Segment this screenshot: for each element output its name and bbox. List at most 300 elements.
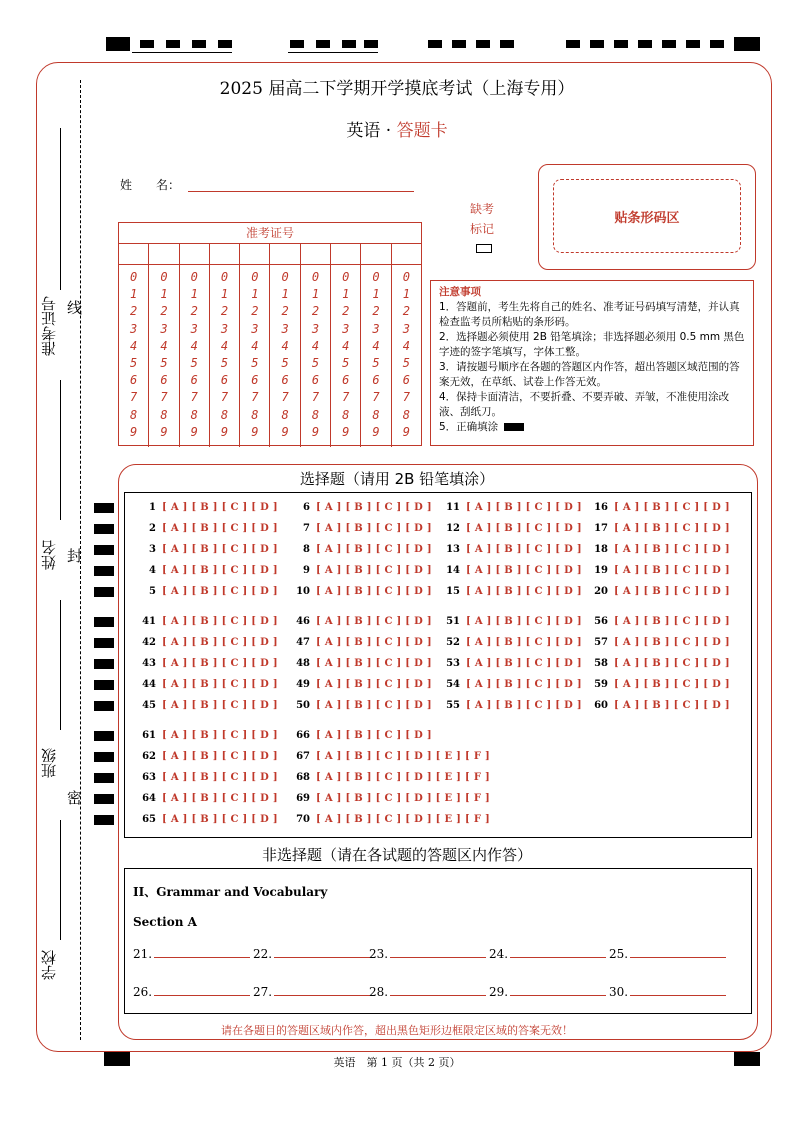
admission-digit-bubble[interactable]: 7 <box>160 390 168 405</box>
blank-item[interactable] <box>133 945 250 961</box>
choice-question[interactable] <box>290 679 432 690</box>
absent-mark-box[interactable] <box>476 244 492 253</box>
admission-digit-bubble[interactable]: 7 <box>281 390 289 405</box>
choice-question[interactable] <box>136 730 278 741</box>
choice-question[interactable] <box>136 586 278 597</box>
blank-item[interactable] <box>369 945 486 961</box>
admission-digit-bubble[interactable]: 7 <box>402 390 410 405</box>
question-number: 18 <box>594 544 608 555</box>
side-label-line: 线 <box>65 300 83 315</box>
admission-digit-bubble[interactable]: 7 <box>311 390 320 405</box>
timing-mark <box>94 680 114 690</box>
timing-mark <box>94 566 114 576</box>
blank-number: 26. <box>133 985 153 999</box>
choice-question[interactable] <box>290 544 432 555</box>
blank-item[interactable] <box>133 983 250 999</box>
answer-options[interactable]: [ A ] [ B ] [ C ] [ D ] <box>316 616 432 627</box>
notice-item-3: 3．请按题号顺序在各题的答题区内作答，超出答题区域范围的答案无效，在草纸、试卷上作答无效。 <box>439 361 740 388</box>
question-number: 63 <box>142 772 156 783</box>
admission-digit-bubble[interactable]: 9 <box>130 424 138 439</box>
question-number: 53 <box>446 658 460 669</box>
choice-question[interactable] <box>136 565 278 576</box>
question-number: 4 <box>149 565 156 576</box>
choice-title: 选择题（请用 2B 铅笔填涂） <box>299 470 495 488</box>
choice-question[interactable] <box>290 502 432 513</box>
answer-options[interactable]: [ A ] [ B ] [ C ] [ D ] <box>162 658 278 669</box>
answer-options[interactable]: [ A ] [ B ] [ C ] [ D ] <box>614 523 730 534</box>
admission-digit-bubble[interactable]: 1 <box>311 287 320 302</box>
admission-digit-bubble[interactable]: 1 <box>130 287 138 302</box>
answer-options[interactable]: [ A ] [ B ] [ C ] [ D ] <box>162 679 278 690</box>
admission-digit-bubble[interactable]: 5 <box>130 356 138 371</box>
choice-question[interactable] <box>588 586 730 597</box>
question-number: 58 <box>594 658 608 669</box>
answer-options[interactable]: [ A ] [ B ] [ C ] [ D ] <box>614 700 730 711</box>
blank-line[interactable] <box>154 945 250 958</box>
answer-options[interactable]: [ A ] [ B ] [ C ] [ D ] <box>316 658 432 669</box>
question-number: 11 <box>446 502 460 513</box>
admission-digit-bubble[interactable]: 3 <box>311 321 320 336</box>
admission-digit-bubble[interactable]: 5 <box>190 356 198 371</box>
choice-question[interactable] <box>290 700 432 711</box>
blank-line[interactable] <box>510 983 606 996</box>
blank-number: 29. <box>489 985 509 999</box>
side-label-name: 姓名 <box>40 540 58 570</box>
question-number: 67 <box>296 751 310 762</box>
admission-digit-bubble[interactable]: 3 <box>220 321 229 336</box>
admission-digit-bubble[interactable]: 7 <box>130 390 138 405</box>
notice-title: 注意事项 <box>439 286 481 298</box>
question-number: 70 <box>296 814 310 825</box>
admission-digit-bubble[interactable]: 8 <box>160 407 168 422</box>
choice-question[interactable] <box>136 523 278 534</box>
answer-options[interactable]: [ A ] [ B ] [ C ] [ D ] <box>162 586 278 597</box>
admission-digit-bubble[interactable]: 0 <box>220 270 229 284</box>
question-number: 56 <box>594 616 608 627</box>
answer-options[interactable]: [ A ] [ B ] [ C ] [ D ] <box>316 730 432 741</box>
timing-mark <box>94 701 114 711</box>
admission-digit-bubble[interactable]: 6 <box>251 373 259 388</box>
notice-item-5: 5．正确填涂 <box>439 420 745 435</box>
admission-column[interactable] <box>270 265 300 447</box>
question-number: 41 <box>142 616 156 627</box>
admission-digit-bubble[interactable]: 1 <box>251 287 259 302</box>
choice-question[interactable] <box>136 544 278 555</box>
admission-digit-bubble[interactable]: 8 <box>251 407 259 422</box>
admission-digit-bubble[interactable]: 7 <box>251 390 259 405</box>
question-number: 19 <box>594 565 608 576</box>
admission-digit-bubble[interactable]: 5 <box>402 356 410 371</box>
timing-mark <box>94 587 114 597</box>
blank-item[interactable] <box>369 983 486 999</box>
admission-digit-bubble[interactable]: 5 <box>251 356 259 371</box>
answer-options[interactable]: [ A ] [ B ] [ C ] [ D ] [ E ] [ F ] <box>316 793 491 804</box>
choice-question[interactable] <box>440 502 582 513</box>
answer-options[interactable]: [ A ] [ B ] [ C ] [ D ] <box>162 793 278 804</box>
answer-options[interactable]: [ A ] [ B ] [ C ] [ D ] [ E ] [ F ] <box>316 751 491 762</box>
blank-item[interactable] <box>609 945 726 961</box>
admission-digit-bubble[interactable]: 2 <box>311 304 320 319</box>
answer-options[interactable]: [ A ] [ B ] [ C ] [ D ] [ E ] [ F ] <box>316 814 491 825</box>
admission-digit-bubble[interactable]: 5 <box>220 356 229 371</box>
admission-digit-bubble[interactable]: 3 <box>402 321 410 336</box>
choice-question[interactable] <box>136 751 278 762</box>
blank-number: 23. <box>369 947 389 961</box>
admission-column[interactable] <box>180 265 210 447</box>
admission-number-write-row[interactable] <box>119 244 421 265</box>
answer-options[interactable]: [ A ] [ B ] [ C ] [ D ] <box>316 523 432 534</box>
answer-options[interactable]: [ A ] [ B ] [ C ] [ D ] <box>614 544 730 555</box>
answer-options[interactable]: [ A ] [ B ] [ C ] [ D ] <box>466 586 582 597</box>
page-title: 2025 届高二下学期开学摸底考试（上海专用） <box>219 79 575 99</box>
answer-options[interactable]: [ A ] [ B ] [ C ] [ D ] <box>162 544 278 555</box>
admission-digit-bubble[interactable]: 2 <box>342 304 350 319</box>
admission-column[interactable] <box>149 265 179 447</box>
choice-question[interactable] <box>440 616 582 627</box>
answer-options[interactable]: [ A ] [ B ] [ C ] [ D ] <box>614 616 730 627</box>
section-title: II、Grammar and Vocabulary <box>133 885 328 899</box>
choice-question[interactable] <box>290 772 490 783</box>
choice-question[interactable] <box>290 814 490 825</box>
answer-options[interactable]: [ A ] [ B ] [ C ] [ D ] <box>466 565 582 576</box>
admission-digit-bubble[interactable]: 0 <box>402 270 410 284</box>
blank-line[interactable] <box>390 983 486 996</box>
admission-digit-bubble[interactable]: 9 <box>251 424 259 439</box>
choice-question[interactable] <box>136 700 278 711</box>
admission-digit-bubble[interactable]: 0 <box>190 270 198 284</box>
choice-question[interactable] <box>588 616 730 627</box>
question-number: 49 <box>296 679 310 690</box>
blank-item[interactable] <box>253 983 370 999</box>
admission-digit-bubble[interactable]: 5 <box>160 356 168 371</box>
admission-digit-bubble[interactable]: 7 <box>220 390 229 405</box>
answer-options[interactable]: [ A ] [ B ] [ C ] [ D ] <box>466 700 582 711</box>
admission-digit-bubble[interactable]: 0 <box>311 270 320 284</box>
choice-question[interactable] <box>136 793 278 804</box>
admission-digit-bubble[interactable]: 4 <box>130 338 138 353</box>
admission-digit-bubble[interactable]: 8 <box>342 407 350 422</box>
question-number: 20 <box>594 586 608 597</box>
answer-options[interactable]: [ A ] [ B ] [ C ] [ D ] <box>614 502 730 513</box>
question-number: 64 <box>142 793 156 804</box>
answer-options[interactable]: [ A ] [ B ] [ C ] [ D ] [ E ] [ F ] <box>316 772 491 783</box>
admission-digit-bubble[interactable]: 9 <box>281 424 289 439</box>
admission-digit-bubble[interactable]: 4 <box>160 338 168 353</box>
choice-question[interactable] <box>588 679 730 690</box>
admission-digit-bubble[interactable]: 4 <box>372 338 380 353</box>
question-number: 57 <box>594 637 608 648</box>
absent-label-2: 标记 <box>470 222 495 236</box>
answer-options[interactable]: [ A ] [ B ] [ C ] [ D ] <box>162 700 278 711</box>
admission-digit-bubble[interactable]: 5 <box>281 356 289 371</box>
admission-digit-bubble[interactable]: 9 <box>311 424 320 439</box>
blank-number: 27. <box>253 985 273 999</box>
choice-question[interactable] <box>136 637 278 648</box>
answer-options[interactable]: [ A ] [ B ] [ C ] [ D ] <box>614 586 730 597</box>
question-number: 3 <box>149 544 156 555</box>
admission-digit-bubble[interactable]: 5 <box>311 356 320 371</box>
admission-digit-bubble[interactable]: 3 <box>190 321 198 336</box>
question-number: 54 <box>446 679 460 690</box>
absent-label-1: 缺考 <box>470 202 495 216</box>
choice-question[interactable] <box>440 658 582 669</box>
answer-options[interactable]: [ A ] [ B ] [ C ] [ D ] <box>162 523 278 534</box>
choice-question[interactable] <box>136 814 278 825</box>
answer-options[interactable]: [ A ] [ B ] [ C ] [ D ] <box>466 523 582 534</box>
admission-digit-bubble[interactable]: 6 <box>160 373 168 388</box>
answer-options[interactable]: [ A ] [ B ] [ C ] [ D ] <box>316 565 432 576</box>
choice-question[interactable] <box>588 658 730 669</box>
answer-options[interactable]: [ A ] [ B ] [ C ] [ D ] <box>162 772 278 783</box>
admission-digit-bubble[interactable]: 1 <box>342 287 350 302</box>
admission-digit-bubble[interactable]: 0 <box>251 270 259 284</box>
admission-digit-bubble[interactable]: 9 <box>342 424 350 439</box>
admission-column[interactable] <box>301 265 331 447</box>
admission-digit-bubble[interactable]: 7 <box>190 390 198 405</box>
admission-digit-bubble[interactable]: 5 <box>372 356 380 371</box>
admission-digit-bubble[interactable]: 6 <box>311 373 320 388</box>
timing-mark <box>94 773 114 783</box>
admission-digit-bubble[interactable]: 5 <box>342 356 350 371</box>
name-label: 姓 名： <box>120 178 181 192</box>
question-number: 5 <box>149 586 156 597</box>
side-label-admission: 准考证号 <box>40 296 58 356</box>
bottom-warning: 请在各题目的答题区域内作答，超出黑色矩形边框限定区域的答案无效！ <box>221 1024 573 1037</box>
choice-question[interactable] <box>290 637 432 648</box>
blank-item[interactable] <box>489 945 606 961</box>
blank-number: 24. <box>489 947 509 961</box>
answer-options[interactable]: [ A ] [ B ] [ C ] [ D ] <box>316 544 432 555</box>
admission-digit-bubble[interactable]: 6 <box>220 373 229 388</box>
admission-digit-bubble[interactable]: 2 <box>190 304 198 319</box>
choice-question[interactable] <box>290 586 432 597</box>
blank-item[interactable] <box>609 983 726 999</box>
question-number: 62 <box>142 751 156 762</box>
admission-digit-bubble[interactable]: 1 <box>160 287 168 302</box>
question-number: 2 <box>149 523 156 534</box>
answer-options[interactable]: [ A ] [ B ] [ C ] [ D ] <box>316 679 432 690</box>
answer-options[interactable]: [ A ] [ B ] [ C ] [ D ] <box>162 730 278 741</box>
question-number: 1 <box>149 502 156 513</box>
blank-line[interactable] <box>154 983 250 996</box>
admission-digit-bubble[interactable]: 4 <box>281 338 289 353</box>
admission-digit-bubble[interactable]: 9 <box>402 424 410 439</box>
admission-digit-bubble[interactable]: 8 <box>281 407 289 422</box>
admission-digit-bubble[interactable]: 2 <box>251 304 259 319</box>
admission-digit-bubble[interactable]: 2 <box>402 304 410 319</box>
choice-question[interactable] <box>440 679 582 690</box>
choice-question[interactable] <box>588 523 730 534</box>
nonchoice-box <box>124 868 752 1014</box>
admission-digit-bubble[interactable]: 8 <box>220 407 229 422</box>
answer-options[interactable]: [ A ] [ B ] [ C ] [ D ] <box>466 679 582 690</box>
admission-number-title: 准考证号 <box>119 223 421 244</box>
notice-item-1: 1．答题前，考生先将自己的姓名、准考证号码填写清楚，并认真检查监考员所粘贴的条形码。 <box>439 301 740 328</box>
question-number: 66 <box>296 730 310 741</box>
choice-question[interactable] <box>136 616 278 627</box>
admission-digit-bubble[interactable]: 9 <box>372 424 380 439</box>
admission-digit-bubble[interactable]: 8 <box>372 407 380 422</box>
choice-question[interactable] <box>440 565 582 576</box>
admission-digit-bubble[interactable]: 3 <box>281 321 289 336</box>
admission-digit-bubble[interactable]: 3 <box>130 321 138 336</box>
timing-mark <box>94 638 114 648</box>
question-number: 8 <box>303 544 310 555</box>
question-number: 51 <box>446 616 460 627</box>
answer-options[interactable]: [ A ] [ B ] [ C ] [ D ] <box>316 637 432 648</box>
answer-options[interactable]: [ A ] [ B ] [ C ] [ D ] <box>162 637 278 648</box>
admission-digit-bubble[interactable]: 8 <box>402 407 410 422</box>
admission-digit-bubble[interactable]: 6 <box>402 373 410 388</box>
choice-question[interactable] <box>290 658 432 669</box>
blank-line[interactable] <box>274 945 370 958</box>
choice-question[interactable] <box>290 793 490 804</box>
choice-question[interactable] <box>588 700 730 711</box>
admission-digit-bubble[interactable]: 4 <box>311 338 320 353</box>
nonchoice-title: 非选择题（请在各试题的答题区内作答） <box>261 846 532 864</box>
admission-digit-bubble[interactable]: 8 <box>190 407 198 422</box>
admission-column[interactable] <box>331 265 361 447</box>
choice-question[interactable] <box>290 565 432 576</box>
question-number: 50 <box>296 700 310 711</box>
choice-question[interactable] <box>440 637 582 648</box>
admission-digit-bubble[interactable]: 2 <box>160 304 168 319</box>
admission-digit-bubble[interactable]: 6 <box>372 373 380 388</box>
choice-question[interactable] <box>588 544 730 555</box>
admission-digit-bubble[interactable]: 2 <box>130 304 138 319</box>
admission-bubble-area[interactable] <box>119 265 421 447</box>
admission-digit-bubble[interactable]: 2 <box>281 304 289 319</box>
admission-digit-bubble[interactable]: 4 <box>342 338 350 353</box>
answer-options[interactable]: [ A ] [ B ] [ C ] [ D ] <box>316 502 432 513</box>
admission-column[interactable] <box>361 265 391 447</box>
blank-line[interactable] <box>274 983 370 996</box>
admission-digit-bubble[interactable]: 1 <box>190 287 198 302</box>
blank-number: 28. <box>369 985 389 999</box>
answer-options[interactable]: [ A ] [ B ] [ C ] [ D ] <box>614 679 730 690</box>
admission-column[interactable] <box>210 265 240 447</box>
choice-question[interactable] <box>290 730 432 741</box>
admission-digit-bubble[interactable]: 6 <box>190 373 198 388</box>
answer-options[interactable]: [ A ] [ B ] [ C ] [ D ] <box>466 658 582 669</box>
admission-digit-bubble[interactable]: 4 <box>220 338 229 353</box>
admission-digit-bubble[interactable]: 3 <box>160 321 168 336</box>
choice-question[interactable] <box>136 502 278 513</box>
choice-question[interactable] <box>588 502 730 513</box>
timing-mark <box>94 545 114 555</box>
answer-options[interactable]: [ A ] [ B ] [ C ] [ D ] <box>162 814 278 825</box>
admission-digit-bubble[interactable]: 4 <box>402 338 410 353</box>
blank-item[interactable] <box>253 945 370 961</box>
choice-question[interactable] <box>440 544 582 555</box>
admission-digit-bubble[interactable]: 8 <box>130 407 138 422</box>
blank-number: 22. <box>253 947 273 961</box>
subject-title: 英语 · 答题卡 <box>346 121 448 141</box>
choice-question[interactable] <box>440 523 582 534</box>
answer-options[interactable]: [ A ] [ B ] [ C ] [ D ] <box>466 637 582 648</box>
admission-digit-bubble[interactable]: 0 <box>281 270 289 284</box>
side-label-secret: 密 <box>65 790 83 805</box>
admission-digit-bubble[interactable]: 0 <box>372 270 380 284</box>
choice-question[interactable] <box>290 523 432 534</box>
admission-digit-bubble[interactable]: 1 <box>372 287 380 302</box>
admission-digit-bubble[interactable]: 2 <box>220 304 229 319</box>
admission-digit-bubble[interactable]: 1 <box>281 287 289 302</box>
name-field[interactable] <box>188 176 414 192</box>
admission-digit-bubble[interactable]: 3 <box>372 321 380 336</box>
admission-digit-bubble[interactable]: 6 <box>342 373 350 388</box>
admission-digit-bubble[interactable]: 1 <box>220 287 229 302</box>
admission-digit-bubble[interactable]: 0 <box>130 270 138 284</box>
answer-options[interactable]: [ A ] [ B ] [ C ] [ D ] <box>466 616 582 627</box>
answer-options[interactable]: [ A ] [ B ] [ C ] [ D ] <box>162 502 278 513</box>
admission-column[interactable] <box>392 265 421 447</box>
answer-options[interactable]: [ A ] [ B ] [ C ] [ D ] <box>162 751 278 762</box>
admission-digit-bubble[interactable]: 3 <box>342 321 350 336</box>
admission-digit-bubble[interactable]: 9 <box>190 424 198 439</box>
blank-item[interactable] <box>489 983 606 999</box>
admission-digit-bubble[interactable]: 0 <box>342 270 350 284</box>
notice-item-4: 4．保持卡面清洁，不要折叠、不要弄破、弄皱，不准使用涂改液、刮纸刀。 <box>439 391 730 418</box>
answer-options[interactable]: [ A ] [ B ] [ C ] [ D ] <box>614 637 730 648</box>
admission-digit-bubble[interactable]: 4 <box>251 338 259 353</box>
admission-digit-bubble[interactable]: 4 <box>190 338 198 353</box>
question-number: 55 <box>446 700 460 711</box>
admission-digit-bubble[interactable]: 1 <box>402 287 410 302</box>
choice-question[interactable] <box>588 637 730 648</box>
admission-digit-bubble[interactable]: 9 <box>220 424 229 439</box>
admission-digit-bubble[interactable]: 0 <box>160 270 168 284</box>
admission-digit-bubble[interactable]: 6 <box>281 373 289 388</box>
choice-question[interactable] <box>136 679 278 690</box>
choice-question[interactable] <box>440 586 582 597</box>
choice-question[interactable] <box>136 772 278 783</box>
answer-options[interactable]: [ A ] [ B ] [ C ] [ D ] <box>316 586 432 597</box>
choice-question[interactable] <box>136 658 278 669</box>
admission-digit-bubble[interactable]: 2 <box>372 304 380 319</box>
choice-question[interactable] <box>440 700 582 711</box>
admission-digit-bubble[interactable]: 9 <box>160 424 168 439</box>
correct-fill-sample <box>504 423 524 431</box>
answer-options[interactable]: [ A ] [ B ] [ C ] [ D ] <box>162 565 278 576</box>
side-label-seal: 封 <box>65 548 83 563</box>
admission-digit-bubble[interactable]: 6 <box>130 373 138 388</box>
subsection-title: Section A <box>133 915 197 929</box>
blank-line[interactable] <box>510 945 606 958</box>
choice-question[interactable] <box>588 565 730 576</box>
blank-line[interactable] <box>630 983 726 996</box>
answer-options[interactable]: [ A ] [ B ] [ C ] [ D ] <box>466 544 582 555</box>
admission-column[interactable] <box>240 265 270 447</box>
question-number: 13 <box>446 544 460 555</box>
admission-digit-bubble[interactable]: 7 <box>342 390 350 405</box>
admission-number-grid[interactable] <box>118 222 422 446</box>
admission-digit-bubble[interactable]: 8 <box>311 407 320 422</box>
answer-options[interactable]: [ A ] [ B ] [ C ] [ D ] <box>162 616 278 627</box>
admission-digit-bubble[interactable]: 3 <box>251 321 259 336</box>
blank-line[interactable] <box>390 945 486 958</box>
admission-column[interactable] <box>119 265 149 447</box>
barcode-area <box>538 164 756 270</box>
choice-question[interactable] <box>290 751 490 762</box>
answer-options[interactable]: [ A ] [ B ] [ C ] [ D ] <box>466 502 582 513</box>
blank-line[interactable] <box>630 945 726 958</box>
admission-digit-bubble[interactable]: 7 <box>372 390 380 405</box>
answer-options[interactable]: [ A ] [ B ] [ C ] [ D ] <box>316 700 432 711</box>
answer-options[interactable]: [ A ] [ B ] [ C ] [ D ] <box>614 565 730 576</box>
answer-options[interactable]: [ A ] [ B ] [ C ] [ D ] <box>614 658 730 669</box>
choice-question[interactable] <box>290 616 432 627</box>
